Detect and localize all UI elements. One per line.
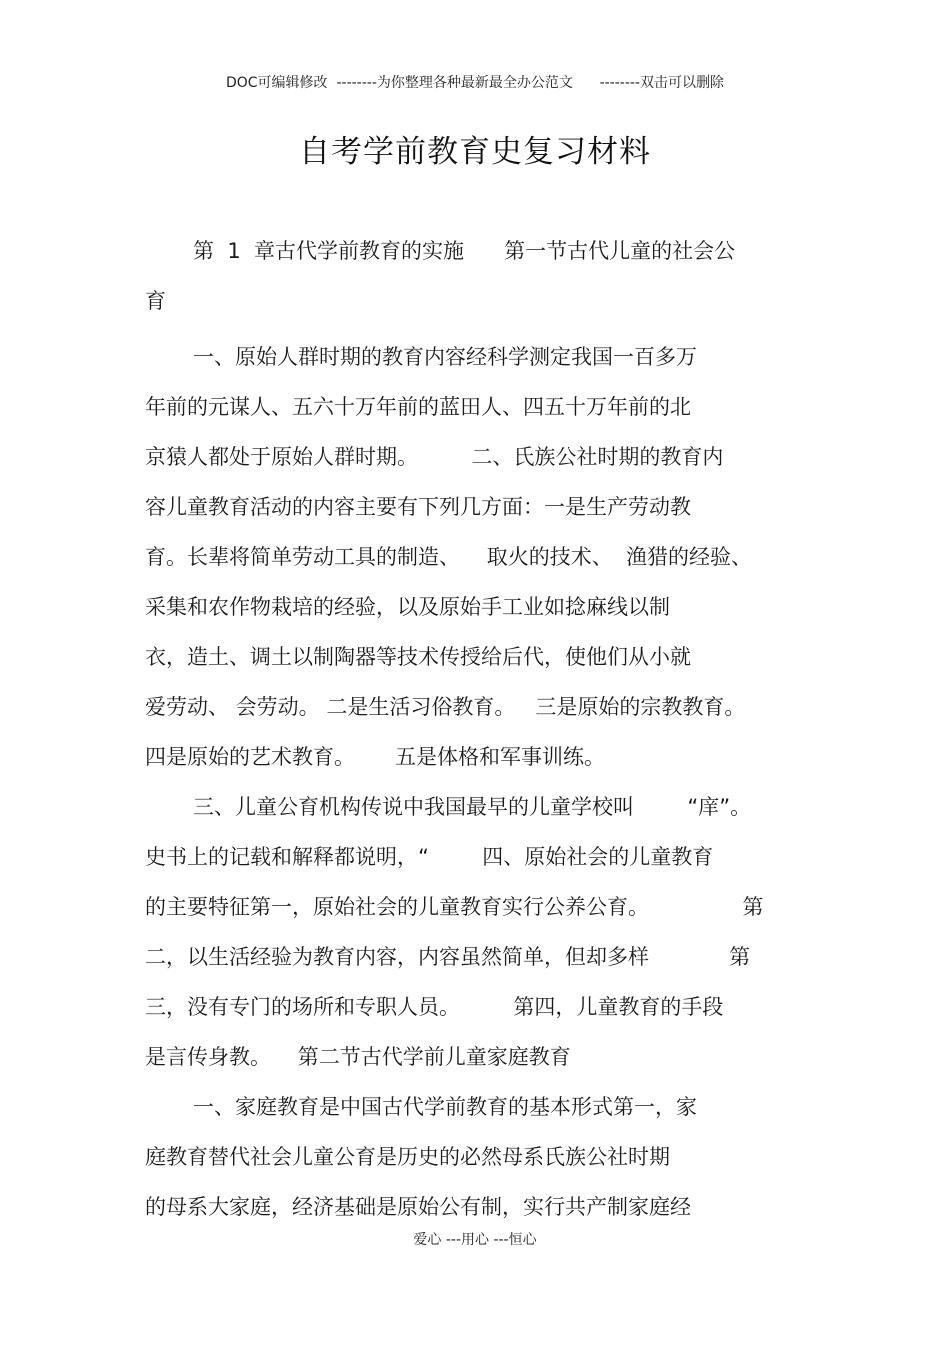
document-title: 自考学前教育史复习材料 (299, 134, 651, 170)
body-line: 的母系大家庭，经济基础是原始公有制，实行共产制家庭经 (145, 1195, 691, 1219)
body-line: 育 (145, 289, 166, 313)
body-line: 三、儿童公育机构传说中我国最早的儿童学校叫 “庠”。 (193, 795, 752, 819)
body-line: 是言传身教。 第二节古代学前儿童家庭教育 (145, 1045, 571, 1069)
body-line: 三，没有专门的场所和专职人员。 第四，儿童教育的手段 (145, 995, 724, 1019)
page-header: DOC可编辑修改 --------为你整理各种最新最全办公范文 --------双击可以删除 (225, 75, 724, 91)
body-line: 京猿人都处于原始人群时期。 二、氏族公社时期的教育内 (145, 445, 724, 469)
page-footer: 爱心 ---用心 ---恒心 (413, 1232, 537, 1248)
body-line: 史书上的记载和解释都说明，“ 四、原始社会的儿童教育 (145, 845, 714, 869)
body-line: 衣，造土、调土以制陶器等技术传授给后代，使他们从小就 (145, 645, 691, 669)
body-line: 二，以生活经验为教育内容，内容虽然简单，但却多样 第 (145, 945, 751, 969)
body-line: 容儿童教育活动的内容主要有下列几方面：一是生产劳动教 (145, 495, 691, 519)
body-line: 一、原始人群时期的教育内容经科学测定我国一百多万 (193, 345, 697, 369)
body-line: 育。长辈将简单劳动工具的制造、 取火的技术、 渔猎的经验、 (145, 545, 753, 569)
body-line: 年前的元谋人、五六十万年前的蓝田人、四五十万年前的北 (145, 395, 691, 419)
body-line: 采集和农作物栽培的经验，以及原始手工业如捻麻线以制 (145, 595, 670, 619)
body-line: 爱劳动、 会劳动。 二是生活习俗教育。 三是原始的宗教教育。 (145, 695, 746, 719)
body-line: 四是原始的艺术教育。 五是体格和军事训练。 (145, 745, 606, 769)
body-line: 第 1 章古代学前教育的实施 第一节古代儿童的社会公 (193, 239, 736, 263)
body-line: 的主要特征第一，原始社会的儿童教育实行公养公育。 第 (145, 895, 764, 919)
body-line: 一、家庭教育是中国古代学前教育的基本形式第一，家 (193, 1095, 697, 1119)
body-line: 庭教育替代社会儿童公育是历史的必然母系氏族公社时期 (145, 1145, 670, 1169)
